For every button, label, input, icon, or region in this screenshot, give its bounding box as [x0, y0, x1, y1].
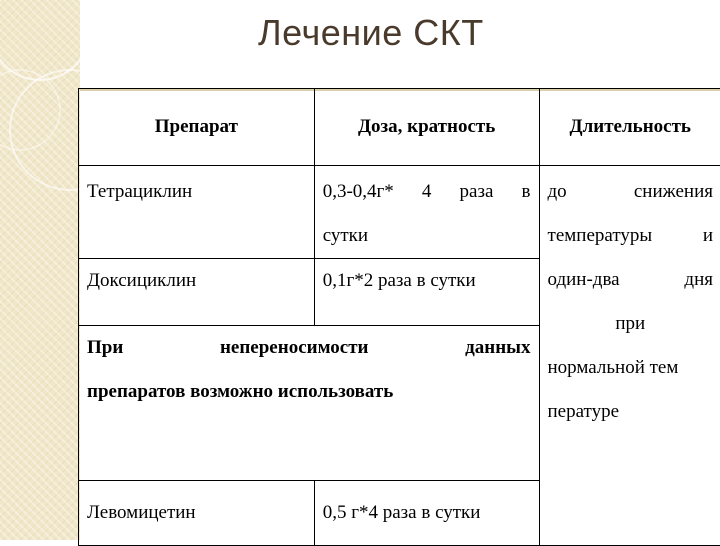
duration-line: при [548, 302, 713, 346]
treatment-table [78, 88, 720, 546]
drug-cell [79, 481, 315, 546]
table-row [79, 166, 720, 259]
header-dose: Доза, кратность [314, 89, 539, 166]
note-line: препаратов возможно использовать [87, 370, 531, 414]
header-duration: Длительность [539, 89, 720, 166]
drug-name: Тетрациклин [87, 181, 192, 202]
dose-line: сутки [323, 214, 531, 258]
duration-line: пературе [548, 390, 713, 434]
note-cell [79, 326, 540, 481]
dose-cell [314, 259, 539, 326]
page-title: Лечение СКТ [258, 12, 484, 54]
drug-name: Левомицетин [87, 502, 196, 523]
dose-text: 0,1г*2 раза в сутки [323, 270, 476, 291]
dose-cell [314, 481, 539, 546]
decorative-circles [0, 0, 80, 540]
decorative-strip [0, 0, 80, 540]
dose-cell [314, 166, 539, 259]
drug-cell [79, 166, 315, 259]
table-header-row [79, 89, 720, 166]
header-drug: Препарат [79, 89, 315, 166]
duration-line: до снижения [548, 170, 713, 214]
drug-cell [79, 259, 315, 326]
dose-text: 0,5 г*4 раза в сутки [323, 502, 481, 523]
duration-cell [539, 166, 720, 546]
duration-line: один-два дня [548, 258, 713, 302]
drug-name: Доксициклин [87, 270, 196, 291]
dose-line: 0,3-0,4г* 4 раза в [323, 170, 531, 214]
note-line: При непереносимости данных [87, 326, 531, 370]
duration-line: температуры и [548, 214, 713, 258]
duration-line: нормальной тем [548, 346, 713, 390]
